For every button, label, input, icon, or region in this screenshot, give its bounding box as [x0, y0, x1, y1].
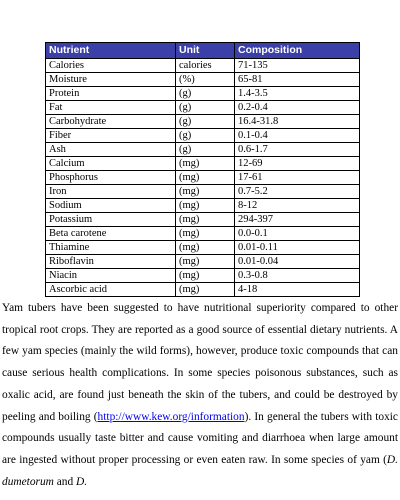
table-body: [46, 59, 360, 297]
cell-nutrient: Moisture: [46, 73, 176, 87]
table-row: [46, 171, 360, 185]
cell-composition: 71-135: [235, 59, 360, 73]
table-row: [46, 157, 360, 171]
table-row: [46, 255, 360, 269]
cell-composition: 4-18: [235, 283, 360, 297]
cell-composition: 17-61: [235, 171, 360, 185]
cell-composition: 0.7-5.2: [235, 185, 360, 199]
cell-composition: 1.4-3.5: [235, 87, 360, 101]
cell-nutrient: Potassium: [46, 213, 176, 227]
cell-composition: 0.01-0.11: [235, 241, 360, 255]
cell-composition: 0.1-0.4: [235, 129, 360, 143]
cell-composition: 65-81: [235, 73, 360, 87]
cell-nutrient: Fiber: [46, 129, 176, 143]
table-row: [46, 101, 360, 115]
paragraph-text-middle: ). In general the tubers with toxic compounds usually taste bitter and cause vomiting and diarrhoea when large amount are ingested without proper processing or even eaten raw. In some species of yam (: [2, 410, 398, 466]
header-nutrient: Nutrient: [46, 43, 176, 59]
table-row: [46, 241, 360, 255]
cell-nutrient: Riboflavin: [46, 255, 176, 269]
paragraph-text-and: and: [53, 475, 77, 488]
nutrient-composition-table: [45, 42, 360, 297]
cell-composition: 0.3-0.8: [235, 269, 360, 283]
table-row: [46, 73, 360, 87]
cell-composition: 294-397: [235, 213, 360, 227]
kew-information-link[interactable]: http://www.kew.org/information: [97, 410, 245, 423]
table-row: [46, 143, 360, 157]
cell-nutrient: Carbohydrate: [46, 115, 176, 129]
cell-unit: (mg): [176, 255, 235, 269]
cell-unit: (g): [176, 115, 235, 129]
cell-nutrient: Calcium: [46, 157, 176, 171]
body-paragraph: [2, 298, 398, 493]
cell-composition: 12-69: [235, 157, 360, 171]
species-name-dumetorum: D. dumetorum: [2, 453, 398, 488]
cell-composition: 0.6-1.7: [235, 143, 360, 157]
cell-unit: (g): [176, 101, 235, 115]
cell-unit: (mg): [176, 171, 235, 185]
cell-unit: (mg): [176, 185, 235, 199]
cell-nutrient: Thiamine: [46, 241, 176, 255]
table-row: [46, 129, 360, 143]
table-row: [46, 115, 360, 129]
cell-nutrient: Sodium: [46, 199, 176, 213]
cell-unit: (mg): [176, 199, 235, 213]
cell-unit: calories: [176, 59, 235, 73]
header-unit: Unit: [176, 43, 235, 59]
table-row: [46, 185, 360, 199]
table-row: [46, 87, 360, 101]
table-row: [46, 269, 360, 283]
cell-unit: (g): [176, 143, 235, 157]
cell-nutrient: Protein: [46, 87, 176, 101]
table-row: [46, 213, 360, 227]
table-row: [46, 283, 360, 297]
cell-nutrient: Iron: [46, 185, 176, 199]
cell-unit: (mg): [176, 269, 235, 283]
cell-nutrient: Fat: [46, 101, 176, 115]
cell-unit: (g): [176, 87, 235, 101]
header-composition: Composition: [235, 43, 360, 59]
cell-nutrient: Phosphorus: [46, 171, 176, 185]
cell-nutrient: Ascorbic acid: [46, 283, 176, 297]
nutrient-table-container: [45, 42, 359, 297]
species-name-d: D.: [76, 475, 88, 488]
cell-unit: (mg): [176, 283, 235, 297]
cell-composition: 0.2-0.4: [235, 101, 360, 115]
cell-unit: (mg): [176, 213, 235, 227]
cell-composition: 0.01-0.04: [235, 255, 360, 269]
cell-unit: (g): [176, 129, 235, 143]
paragraph-text-start: Yam tubers have been suggested to have nutritional superiority compared to other tropical root crops. They are reported as a good source of essential dietary nutrients. A few yam species (mainly the wild forms), however, produce toxic compounds that can cause serious health complications. In some species poisonous substances, such as oxalic acid, are found just beneath the skin of the tubers, and could be destroyed by peeling and boiling (: [2, 302, 398, 423]
cell-composition: 8-12: [235, 199, 360, 213]
cell-nutrient: Niacin: [46, 269, 176, 283]
cell-unit: (mg): [176, 157, 235, 171]
cell-nutrient: Calories: [46, 59, 176, 73]
cell-unit: (mg): [176, 227, 235, 241]
cell-nutrient: Ash: [46, 143, 176, 157]
table-row: [46, 59, 360, 73]
table-header-row: [46, 43, 360, 59]
cell-nutrient: Beta carotene: [46, 227, 176, 241]
cell-unit: (mg): [176, 241, 235, 255]
cell-composition: 0.0-0.1: [235, 227, 360, 241]
table-row: [46, 199, 360, 213]
cell-unit: (%): [176, 73, 235, 87]
cell-composition: 16.4-31.8: [235, 115, 360, 129]
table-row: [46, 227, 360, 241]
